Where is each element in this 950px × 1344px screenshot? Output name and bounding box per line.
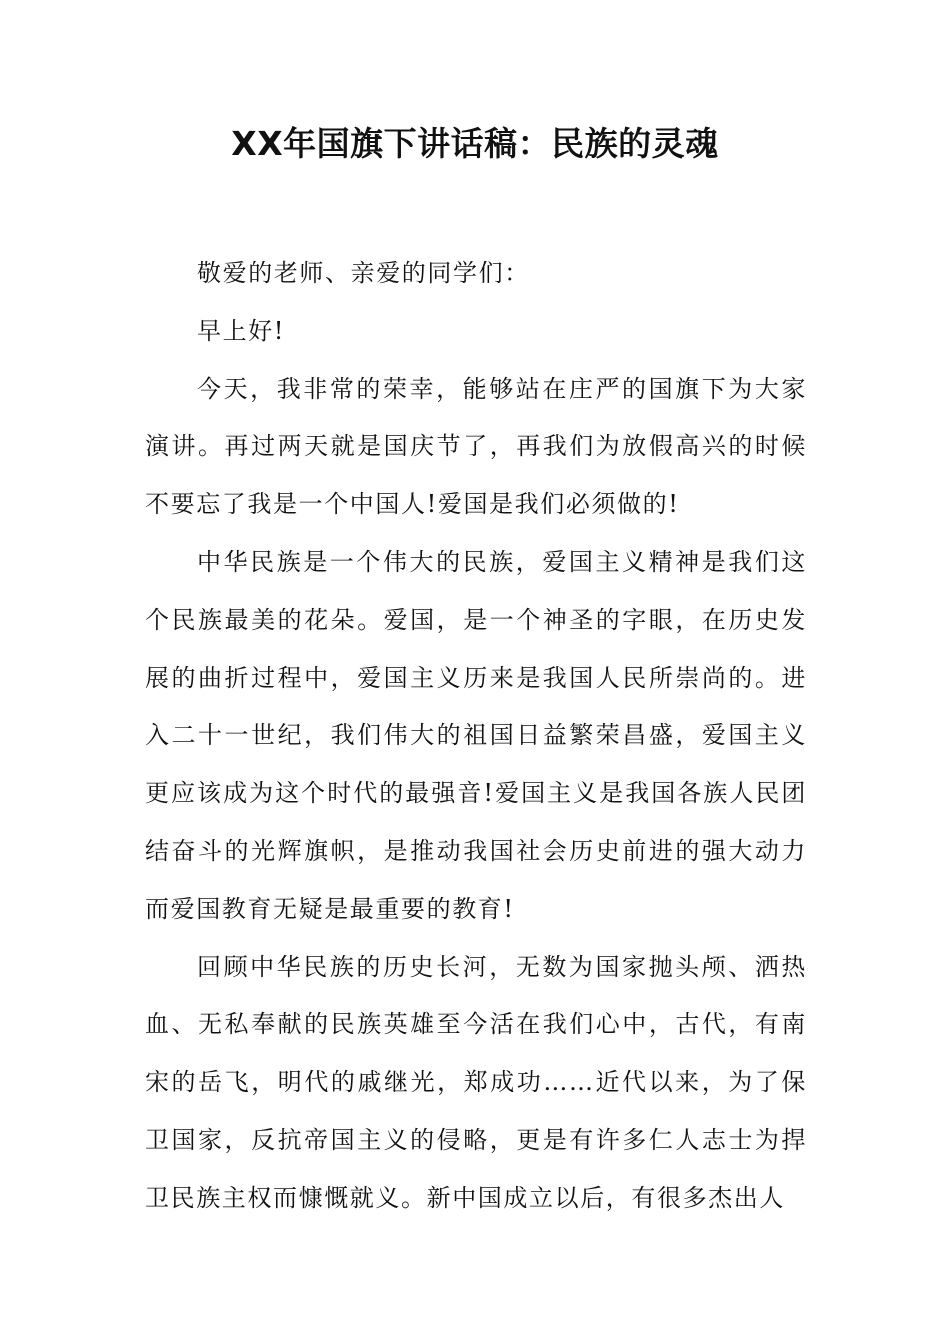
body-paragraph: 中华民族是一个伟大的民族，爱国主义精神是我们这个民族最美的花朵。爱国，是一个神圣的字眼，在历史发展的曲折过程中，爱国主义历来是我国人民所崇尚的。进入二十一世纪，我们伟大的祖国日益繁荣昌盛，爱国主义更应该成为这个时代的最强音!爱国主义是我国各族人民团结奋斗的光辉旗帜，是推动我国社会历史前进的强大动力而爱国教育无疑是最重要的教育! [145,547,807,923]
document-title: XX年国旗下讲话稿：民族的灵魂 [231,124,719,163]
greeting-paragraph: 早上好! [197,316,286,345]
document-body [145,245,807,1228]
body-paragraph: 今天，我非常的荣幸，能够站在庄严的国旗下为大家演讲。再过两天就是国庆节了，再我们为放假高兴的时候不要忘了我是一个中国人!爱国是我们必须做的! [145,374,807,519]
salutation-paragraph: 敬爱的老师、亲爱的同学们： [197,259,530,287]
body-paragraph: 回顾中华民族的历史长河，无数为国家抛头颅、洒热血、无私奉献的民族英雄至今活在我们心中，古代，有南宋的岳飞，明代的戚继光，郑成功……近代以来，为了保卫国家，反抗帝国主义的侵略，更是有许多仁人志士为捍卫民族主权而慷慨就义。新中国成立以后，有很多杰出人 [145,952,807,1212]
